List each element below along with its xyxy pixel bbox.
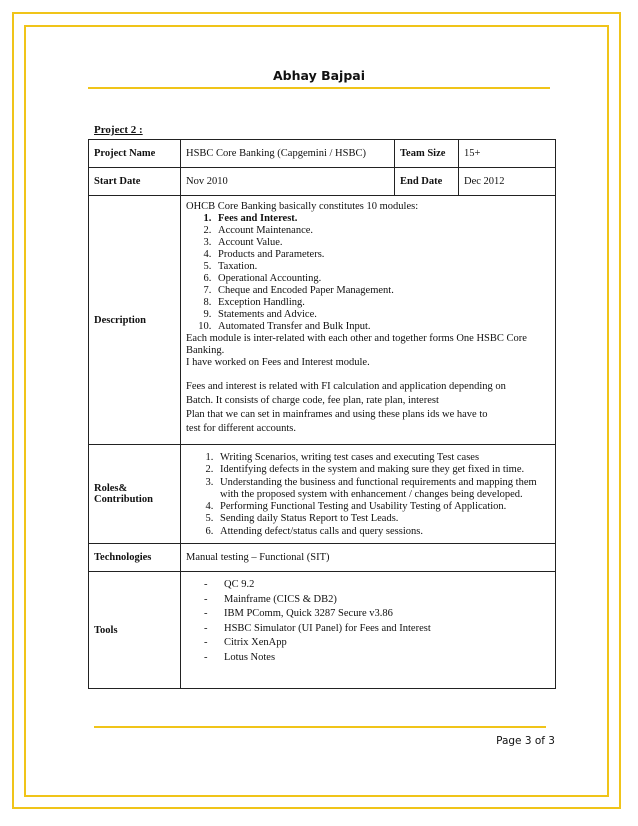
project-heading: Project 2 :	[94, 124, 143, 136]
header-rule	[88, 87, 550, 89]
description-line: Plan that we can set in mainframes and using these plans ids we have to	[186, 408, 488, 420]
tools-row	[89, 572, 556, 689]
module-item: 3. Account Value.	[214, 237, 550, 249]
description-line: Each module is inter-related with each other and together forms One HSBC Core	[186, 332, 527, 344]
description-cell	[181, 196, 556, 445]
start-date-label: Start Date	[89, 168, 181, 196]
description-line: Banking.	[186, 344, 225, 356]
role-item: 3. Understanding the business and functional requirements and mapping them with the proposed system with enhancement / changes being developed.	[216, 477, 550, 502]
tool-item: - Lotus Notes	[204, 651, 276, 663]
description-row	[89, 196, 556, 445]
module-item: 6. Operational Accounting.	[214, 273, 550, 285]
module-list	[186, 213, 550, 333]
team-size-label: Team Size	[395, 140, 459, 168]
roles-label-line: Contribution	[94, 494, 153, 505]
tools-cell	[181, 572, 556, 689]
role-item: 4. Performing Functional Testing and Usability Testing of Application.	[216, 501, 550, 513]
module-item: 1. Fees and Interest.	[214, 213, 550, 225]
project-name-row	[89, 140, 556, 168]
tools-list	[186, 578, 550, 665]
module-item: 5. Taxation.	[214, 261, 550, 273]
description-line: Batch. It consists of charge code, fee plan, rate plan, interest	[186, 394, 439, 406]
end-date-value: Dec 2012	[459, 168, 556, 196]
tool-item: - QC 9.2	[204, 579, 255, 590]
module-item: 9. Statements and Advice.	[214, 309, 550, 321]
role-item: 5. Sending daily Status Report to Test Leads.	[216, 513, 550, 525]
roles-label	[89, 445, 181, 544]
roles-list	[186, 452, 550, 538]
description-line: test for different accounts.	[186, 422, 297, 434]
module-item: 2. Account Maintenance.	[214, 225, 550, 237]
description-line: Fees and interest is related with FI calculation and application depending on	[186, 380, 506, 392]
project-table	[88, 139, 556, 689]
description-label: Description	[89, 196, 181, 445]
header-name: Abhay Bajpai	[273, 68, 365, 83]
start-date-value: Nov 2010	[181, 168, 395, 196]
tool-item: - HSBC Simulator (UI Panel) for Fees and Interest	[204, 622, 431, 634]
tools-label: Tools	[89, 572, 181, 689]
roles-label-line: Roles&	[94, 483, 128, 494]
module-item: 7. Cheque and Encoded Paper Management.	[214, 285, 550, 297]
end-date-label: End Date	[395, 168, 459, 196]
technologies-value: Manual testing – Functional (SIT)	[181, 544, 556, 572]
description-line: I have worked on Fees and Interest module.	[186, 356, 370, 368]
module-item: 4. Products and Parameters.	[214, 249, 550, 261]
description-intro: OHCB Core Banking basically constitutes 10 modules:	[186, 200, 419, 212]
footer-rule	[94, 726, 546, 728]
module-item: 8. Exception Handling.	[214, 297, 550, 309]
tool-item: - Mainframe (CICS & DB2)	[204, 593, 337, 605]
tool-item: - IBM PComm, Quick 3287 Secure v3.86	[204, 608, 393, 619]
project-name-value: HSBC Core Banking (Capgemini / HSBC)	[181, 140, 395, 168]
team-size-value: 15+	[459, 140, 556, 168]
project-name-label: Project Name	[89, 140, 181, 168]
roles-row	[89, 445, 556, 544]
role-item: 6. Attending defect/status calls and query sessions.	[216, 526, 550, 538]
page-number: Page 3 of 3	[496, 735, 555, 747]
dates-row	[89, 168, 556, 196]
role-item: 2. Identifying defects in the system and making sure they get fixed in time.	[216, 464, 550, 476]
tool-item: - Citrix XenApp	[204, 637, 287, 648]
technologies-label: Technologies	[89, 544, 181, 572]
module-item: 10. Automated Transfer and Bulk Input.	[214, 321, 550, 333]
technologies-row	[89, 544, 556, 572]
roles-cell	[181, 445, 556, 544]
role-item: 1. Writing Scenarios, writing test cases and executing Test cases	[216, 452, 550, 464]
